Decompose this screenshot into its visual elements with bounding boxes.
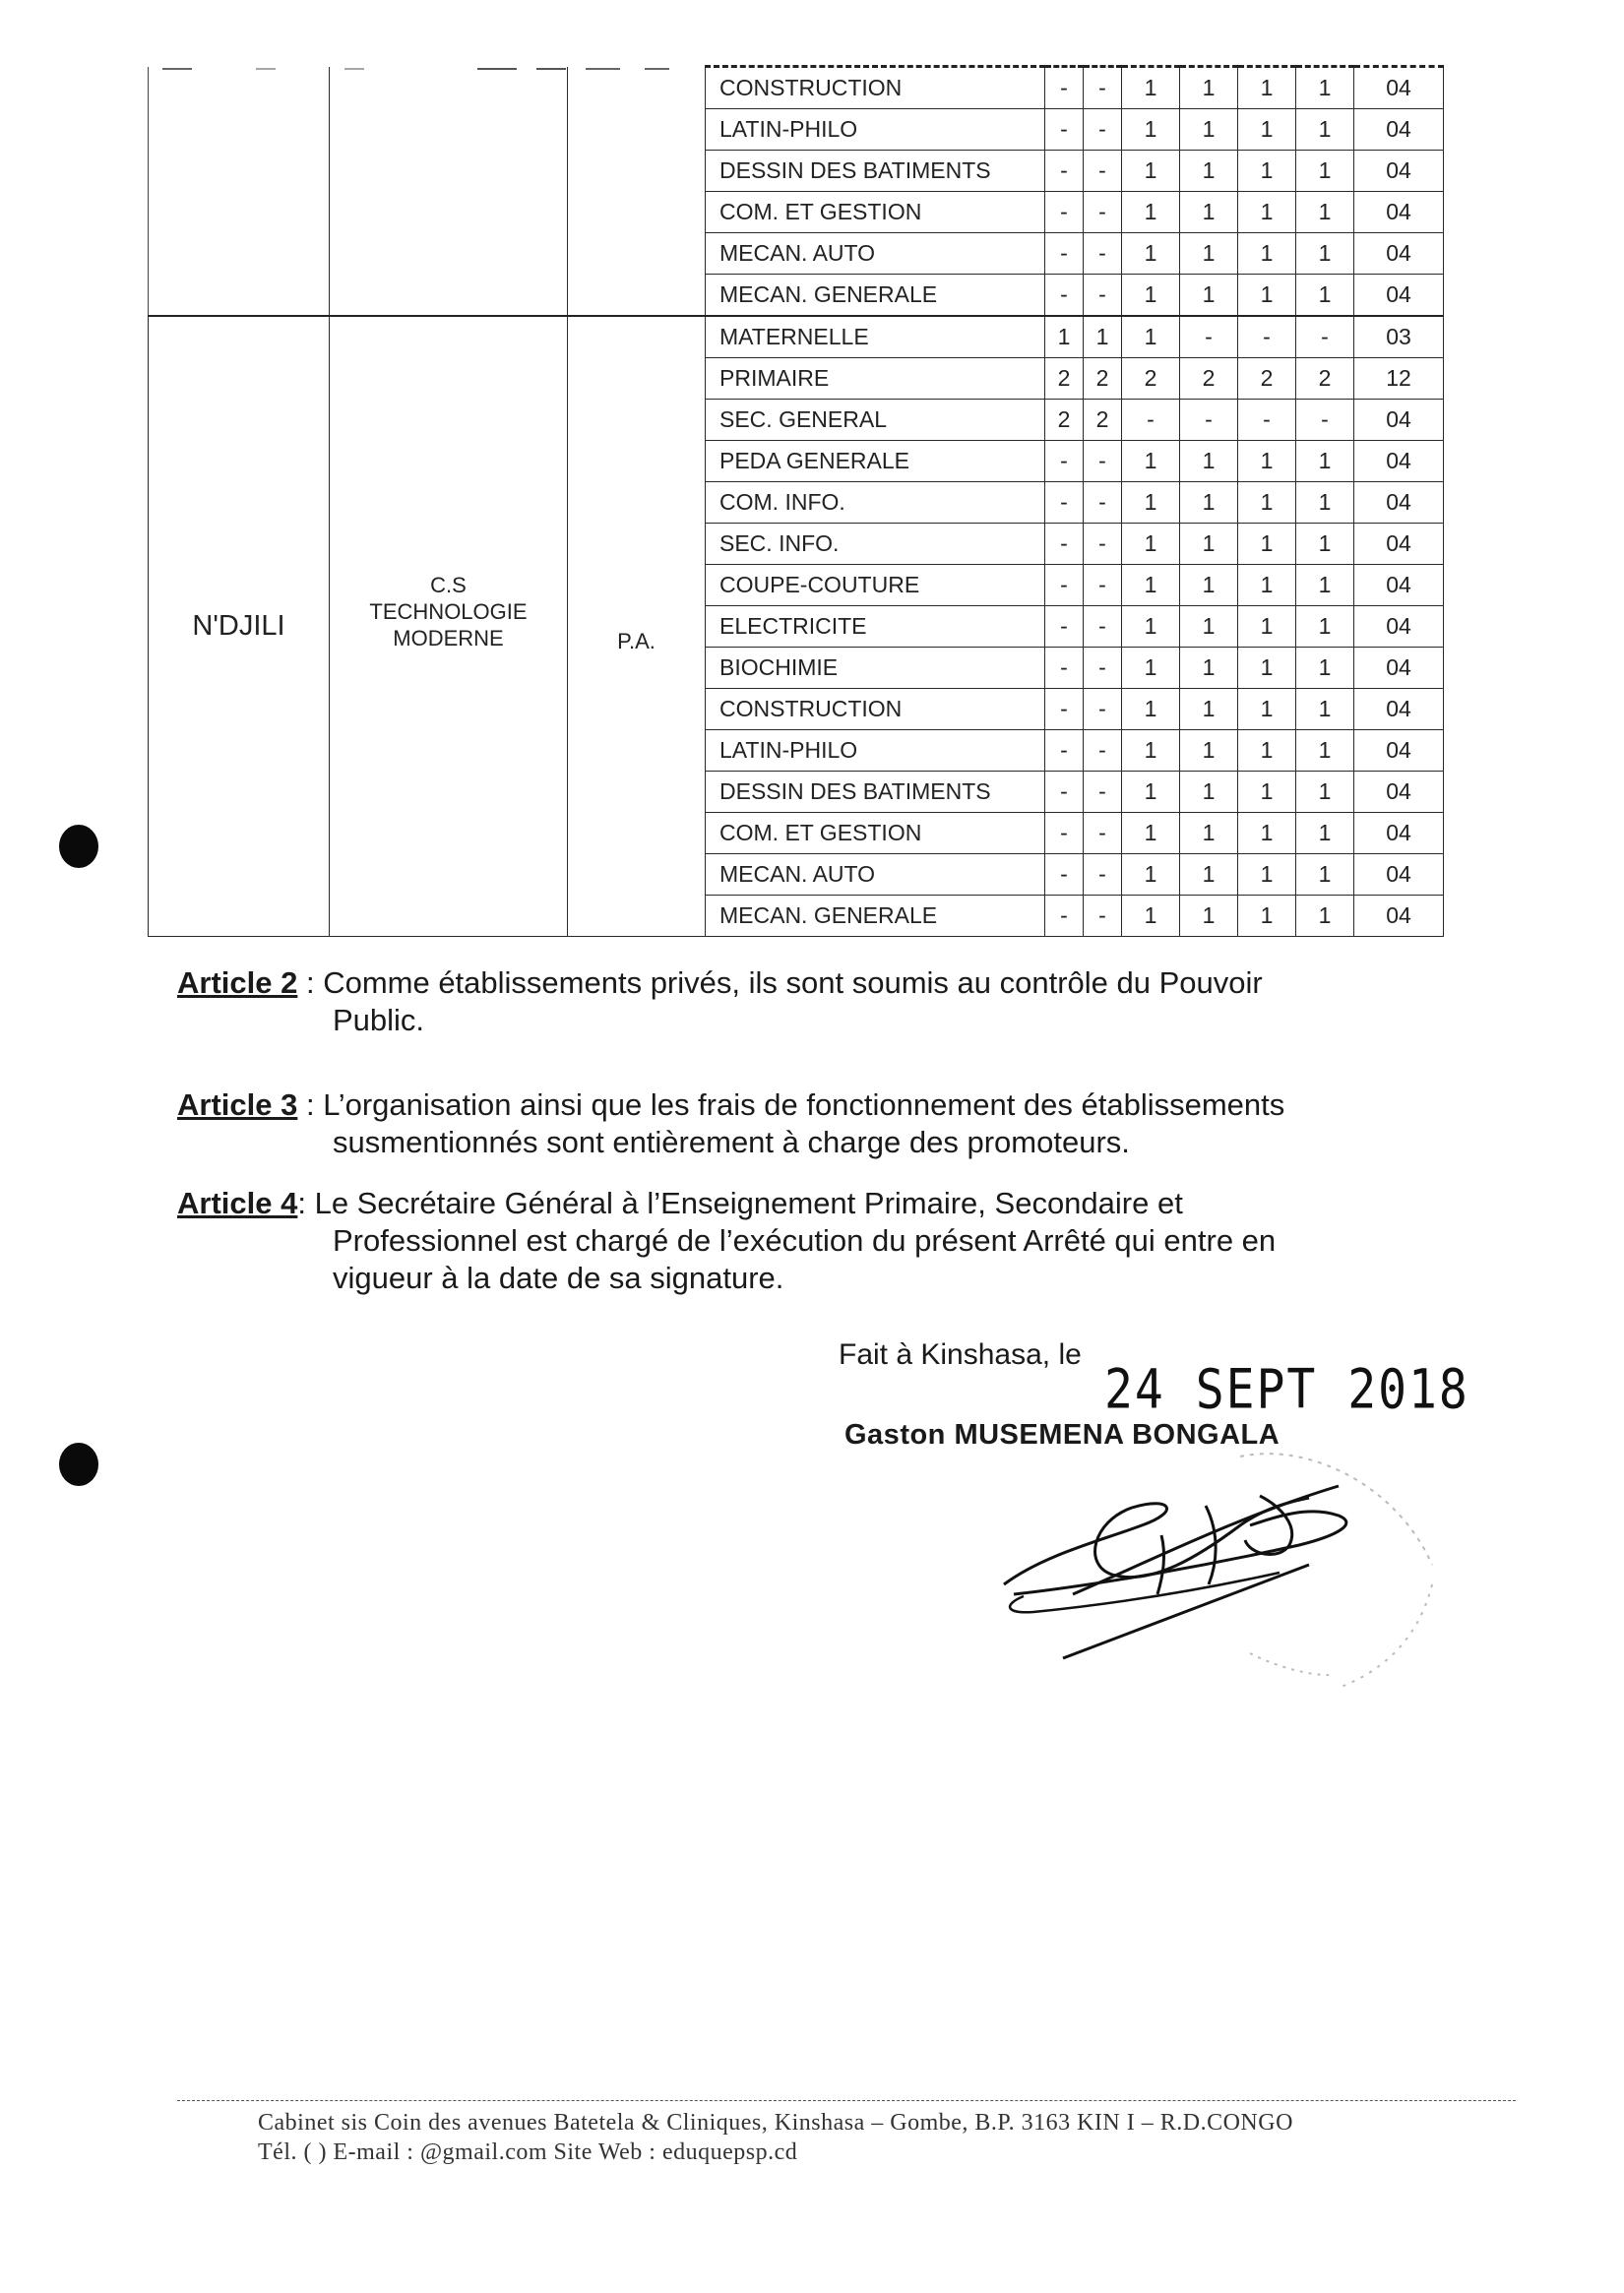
table-row: [149, 316, 1444, 358]
option-cell: COM. ET GESTION: [706, 192, 1045, 233]
class-count-cell: -: [1238, 400, 1296, 441]
class-count-cell: 1: [1122, 854, 1180, 896]
total-cell: 04: [1354, 854, 1444, 896]
class-count-cell: -: [1084, 772, 1122, 813]
option-cell: PRIMAIRE: [706, 358, 1045, 400]
class-count-cell: 1: [1180, 275, 1238, 317]
option-cell: BIOCHIMIE: [706, 648, 1045, 689]
total-cell: 04: [1354, 648, 1444, 689]
class-count-cell: -: [1045, 482, 1084, 524]
article-text-line: Le Secrétaire Général à l’Enseignement Primaire, Secondaire et: [314, 1186, 1183, 1220]
class-count-cell: -: [1084, 896, 1122, 937]
class-count-cell: -: [1180, 400, 1238, 441]
class-count-cell: 1: [1296, 854, 1354, 896]
total-cell: 04: [1354, 524, 1444, 565]
class-count-cell: -: [1084, 233, 1122, 275]
signature-place: Fait à Kinshasa, le: [839, 1338, 1082, 1371]
footer-contact: Tél. ( ) E-mail : @gmail.com Site Web : eduquepsp.cd: [258, 2139, 798, 2165]
class-count-cell: 2: [1084, 400, 1122, 441]
class-count-cell: -: [1045, 730, 1084, 772]
class-count-cell: -: [1045, 151, 1084, 192]
class-count-cell: 1: [1238, 896, 1296, 937]
total-cell: 04: [1354, 233, 1444, 275]
class-count-cell: -: [1122, 400, 1180, 441]
option-cell: CONSTRUCTION: [706, 689, 1045, 730]
option-cell: COM. ET GESTION: [706, 813, 1045, 854]
total-cell: 04: [1354, 565, 1444, 606]
class-count-cell: -: [1045, 109, 1084, 151]
total-cell: 04: [1354, 400, 1444, 441]
class-count-cell: 2: [1084, 358, 1122, 400]
total-cell: 04: [1354, 109, 1444, 151]
total-cell: 12: [1354, 358, 1444, 400]
option-cell: COUPE-COUTURE: [706, 565, 1045, 606]
class-count-cell: 1: [1296, 648, 1354, 689]
punch-hole-lower: [59, 1443, 98, 1486]
article-separator: :: [297, 1186, 315, 1220]
article-text-line: Professionnel est chargé de l’exécution du présent Arrêté qui entre en: [333, 1223, 1277, 1258]
class-count-cell: 1: [1180, 151, 1238, 192]
school-name-line: TECHNOLOGIE: [369, 599, 528, 624]
class-count-cell: 1: [1296, 524, 1354, 565]
regime-cell: [568, 67, 706, 317]
date-stamp: 24 SEPT 2018: [1104, 1358, 1469, 1422]
class-count-cell: 1: [1122, 524, 1180, 565]
class-count-cell: 1: [1296, 730, 1354, 772]
class-count-cell: 1: [1296, 565, 1354, 606]
schools-table: [148, 65, 1444, 937]
class-count-cell: 2: [1238, 358, 1296, 400]
class-count-cell: 1: [1180, 233, 1238, 275]
class-count-cell: -: [1045, 441, 1084, 482]
class-count-cell: 2: [1045, 400, 1084, 441]
class-count-cell: 1: [1180, 772, 1238, 813]
class-count-cell: 1: [1180, 67, 1238, 109]
class-count-cell: 1: [1180, 482, 1238, 524]
signer-name: Gaston MUSEMENA BONGALA: [844, 1419, 1280, 1451]
article-separator: :: [297, 965, 324, 1000]
class-count-cell: 1: [1296, 441, 1354, 482]
class-count-cell: -: [1045, 233, 1084, 275]
total-cell: 04: [1354, 896, 1444, 937]
class-count-cell: -: [1084, 192, 1122, 233]
class-count-cell: -: [1084, 67, 1122, 109]
class-count-cell: -: [1084, 109, 1122, 151]
class-count-cell: 1: [1180, 689, 1238, 730]
option-cell: CONSTRUCTION: [706, 67, 1045, 109]
option-cell: DESSIN DES BATIMENTS: [706, 772, 1045, 813]
class-count-cell: 1: [1122, 730, 1180, 772]
class-count-cell: 1: [1238, 648, 1296, 689]
class-count-cell: -: [1045, 648, 1084, 689]
total-cell: 04: [1354, 482, 1444, 524]
total-cell: 04: [1354, 67, 1444, 109]
class-count-cell: 1: [1180, 896, 1238, 937]
class-count-cell: 1: [1180, 192, 1238, 233]
article-3: [177, 1086, 1422, 1161]
class-count-cell: 1: [1122, 192, 1180, 233]
class-count-cell: 1: [1122, 275, 1180, 317]
total-cell: 04: [1354, 606, 1444, 648]
option-cell: MATERNELLE: [706, 316, 1045, 358]
class-count-cell: -: [1084, 275, 1122, 317]
total-cell: 04: [1354, 730, 1444, 772]
class-count-cell: -: [1084, 730, 1122, 772]
class-count-cell: -: [1084, 689, 1122, 730]
article-text-line: Public.: [333, 1003, 425, 1037]
class-count-cell: 1: [1122, 233, 1180, 275]
class-count-cell: 1: [1122, 67, 1180, 109]
class-count-cell: 1: [1180, 565, 1238, 606]
class-count-cell: 1: [1084, 316, 1122, 358]
class-count-cell: -: [1045, 524, 1084, 565]
class-count-cell: 1: [1238, 441, 1296, 482]
class-count-cell: 1: [1238, 482, 1296, 524]
class-count-cell: 1: [1296, 192, 1354, 233]
total-cell: 04: [1354, 813, 1444, 854]
option-cell: ELECTRICITE: [706, 606, 1045, 648]
class-count-cell: -: [1180, 316, 1238, 358]
class-count-cell: 1: [1180, 524, 1238, 565]
option-cell: LATIN-PHILO: [706, 109, 1045, 151]
article-separator: :: [297, 1087, 324, 1122]
table-row: [149, 67, 1444, 109]
class-count-cell: 1: [1238, 233, 1296, 275]
school-cell: [330, 316, 568, 937]
class-count-cell: 1: [1296, 896, 1354, 937]
class-count-cell: 1: [1296, 813, 1354, 854]
class-count-cell: 1: [1180, 606, 1238, 648]
total-cell: 04: [1354, 441, 1444, 482]
class-count-cell: -: [1084, 441, 1122, 482]
class-count-cell: -: [1084, 648, 1122, 689]
article-2: [177, 964, 1422, 1039]
class-count-cell: 1: [1238, 730, 1296, 772]
class-count-cell: 1: [1122, 896, 1180, 937]
option-cell: PEDA GENERALE: [706, 441, 1045, 482]
class-count-cell: 1: [1122, 151, 1180, 192]
total-cell: 04: [1354, 275, 1444, 317]
class-count-cell: 1: [1238, 275, 1296, 317]
total-cell: 04: [1354, 689, 1444, 730]
class-count-cell: 1: [1122, 648, 1180, 689]
class-count-cell: -: [1045, 896, 1084, 937]
class-count-cell: 1: [1296, 689, 1354, 730]
class-count-cell: -: [1084, 151, 1122, 192]
total-cell: 04: [1354, 192, 1444, 233]
option-cell: COM. INFO.: [706, 482, 1045, 524]
class-count-cell: 1: [1122, 606, 1180, 648]
class-count-cell: -: [1238, 316, 1296, 358]
class-count-cell: -: [1296, 316, 1354, 358]
class-count-cell: -: [1045, 67, 1084, 109]
article-text-line: vigueur à la date de sa signature.: [333, 1261, 784, 1295]
class-count-cell: 2: [1180, 358, 1238, 400]
class-count-cell: 1: [1296, 151, 1354, 192]
article-text-line: susmentionnés sont entièrement à charge des promoteurs.: [333, 1125, 1130, 1159]
class-count-cell: -: [1084, 606, 1122, 648]
regime-cell: P.A.: [568, 316, 706, 937]
class-count-cell: 1: [1122, 565, 1180, 606]
school-name-line: C.S: [430, 573, 467, 597]
class-count-cell: 1: [1122, 316, 1180, 358]
class-count-cell: -: [1045, 854, 1084, 896]
class-count-cell: 1: [1122, 109, 1180, 151]
class-count-cell: 1: [1180, 813, 1238, 854]
class-count-cell: 1: [1180, 109, 1238, 151]
footer-address: Cabinet sis Coin des avenues Batetela & Cliniques, Kinshasa – Gombe, B.P. 3163 KIN I – R.D.CONGO: [258, 2110, 1293, 2136]
class-count-cell: 1: [1238, 689, 1296, 730]
footer-divider: [177, 2100, 1516, 2101]
total-cell: 04: [1354, 151, 1444, 192]
total-cell: 03: [1354, 316, 1444, 358]
class-count-cell: -: [1084, 482, 1122, 524]
total-cell: 04: [1354, 772, 1444, 813]
class-count-cell: 1: [1122, 772, 1180, 813]
class-count-cell: -: [1084, 565, 1122, 606]
class-count-cell: 1: [1180, 730, 1238, 772]
class-count-cell: 1: [1296, 233, 1354, 275]
article-text-line: Comme établissements privés, ils sont soumis au contrôle du Pouvoir: [323, 965, 1263, 1000]
class-count-cell: 1: [1122, 441, 1180, 482]
article-label: Article 4: [177, 1186, 298, 1220]
class-count-cell: -: [1045, 192, 1084, 233]
option-cell: MECAN. AUTO: [706, 233, 1045, 275]
class-count-cell: -: [1045, 606, 1084, 648]
class-count-cell: 1: [1238, 151, 1296, 192]
class-count-cell: -: [1084, 854, 1122, 896]
class-count-cell: 1: [1180, 854, 1238, 896]
class-count-cell: -: [1045, 565, 1084, 606]
class-count-cell: 2: [1122, 358, 1180, 400]
class-count-cell: 1: [1238, 109, 1296, 151]
commune-cell: N'DJILI: [149, 316, 330, 937]
class-count-cell: 1: [1238, 854, 1296, 896]
class-count-cell: 1: [1238, 772, 1296, 813]
school-name-line: MODERNE: [393, 626, 504, 651]
class-count-cell: 2: [1296, 358, 1354, 400]
option-cell: LATIN-PHILO: [706, 730, 1045, 772]
class-count-cell: 1: [1296, 275, 1354, 317]
option-cell: DESSIN DES BATIMENTS: [706, 151, 1045, 192]
class-count-cell: 1: [1296, 109, 1354, 151]
class-count-cell: 1: [1296, 482, 1354, 524]
class-count-cell: -: [1084, 813, 1122, 854]
handwritten-signature: [984, 1447, 1457, 1703]
class-count-cell: 1: [1238, 813, 1296, 854]
option-cell: MECAN. GENERALE: [706, 896, 1045, 937]
class-count-cell: 1: [1296, 606, 1354, 648]
class-count-cell: 1: [1122, 813, 1180, 854]
class-count-cell: -: [1296, 400, 1354, 441]
class-count-cell: 2: [1045, 358, 1084, 400]
article-4: [177, 1185, 1422, 1297]
class-count-cell: 1: [1180, 648, 1238, 689]
option-cell: SEC. GENERAL: [706, 400, 1045, 441]
class-count-cell: -: [1045, 772, 1084, 813]
class-count-cell: -: [1045, 275, 1084, 317]
class-count-cell: 1: [1122, 689, 1180, 730]
punch-hole-upper: [59, 825, 98, 868]
class-count-cell: 1: [1238, 67, 1296, 109]
article-label: Article 2: [177, 965, 298, 1000]
class-count-cell: 1: [1238, 606, 1296, 648]
class-count-cell: -: [1045, 689, 1084, 730]
class-count-cell: 1: [1045, 316, 1084, 358]
article-text-line: L’organisation ainsi que les frais de fonctionnement des établissements: [323, 1087, 1285, 1122]
class-count-cell: 1: [1238, 524, 1296, 565]
option-cell: SEC. INFO.: [706, 524, 1045, 565]
class-count-cell: 1: [1296, 67, 1354, 109]
option-cell: MECAN. GENERALE: [706, 275, 1045, 317]
class-count-cell: 1: [1238, 192, 1296, 233]
school-cell: [330, 67, 568, 317]
class-count-cell: -: [1084, 524, 1122, 565]
class-count-cell: 1: [1296, 772, 1354, 813]
class-count-cell: 1: [1122, 482, 1180, 524]
class-count-cell: -: [1045, 813, 1084, 854]
article-label: Article 3: [177, 1087, 298, 1122]
class-count-cell: 1: [1238, 565, 1296, 606]
class-count-cell: 1: [1180, 441, 1238, 482]
commune-cell: [149, 67, 330, 317]
option-cell: MECAN. AUTO: [706, 854, 1045, 896]
